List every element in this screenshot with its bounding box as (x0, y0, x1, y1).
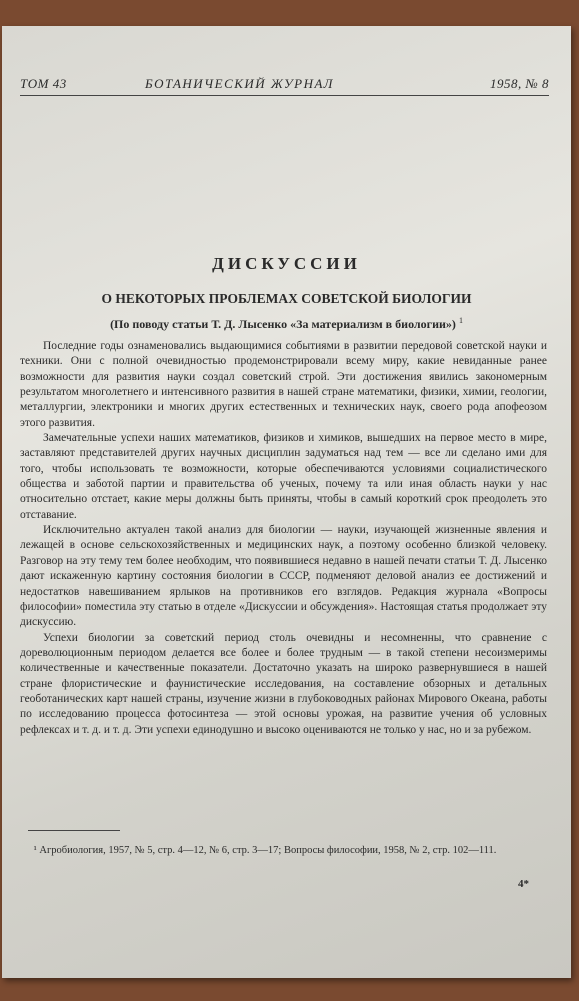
footnote (20, 844, 547, 858)
article-subtitle (12, 316, 561, 332)
section-heading: ДИСКУССИИ (212, 254, 361, 273)
article-title: О НЕКОТОРЫХ ПРОБЛЕМАХ СОВЕТСКОЙ БИОЛОГИИ (101, 291, 472, 306)
volume-number: ТОМ 43 (20, 76, 67, 91)
paragraph: Исключительно актуален такой анализ для биологии — науки, изучающей жизненные явления и лежащей в основе сельскохозяйственных и медицинских наук, а поэтому особенно близкой человеку. Разговор на эту тему тем более необходим, что появившиеся недавно в нашей печати статьи Т. Д. Лысенко дают искаженную картину состояния биологии в СССР, подменяют деловой анализ ее достижений и недостатков навешиванием ярлыков на противников его взглядов. Редакция журнала «Вопросы философии» поместила эту статью в отделе «Дискуссии и обсуждения». Настоящая статья продолжает эту дискуссию. (20, 524, 547, 629)
journal-page (2, 26, 571, 978)
article-subtitle-text: (По поводу статьи Т. Д. Лысенко «За материализм в биологии») (110, 317, 456, 331)
paragraph: Последние годы ознаменовались выдающимися событиями в развитии передовой советской науки и техники. Они с полной очевидностью продемонстрировали всему миру, какие невиданные ранее возможности для развития науки создал советский строй. Эти достижения явились закономерным результатом многолетнего и интенсивного развития в нашей стране математики, физики, химии, геологии, металлургии, электроники и многих других естественных и технических наук, своего рода апофеозом этого развития. (20, 340, 547, 429)
footnote-text: ¹ Агробиология, 1957, № 5, стр. 4—12, № 6, стр. 3—17; Вопросы философии, 1958, № 2, стр. 102—111. (33, 845, 497, 856)
running-header (20, 76, 549, 96)
journal-name: БОТАНИЧЕСКИЙ ЖУРНАЛ (145, 76, 334, 91)
footnote-divider (28, 830, 120, 831)
signature-mark: 4* (518, 878, 529, 890)
article-body (20, 339, 547, 738)
issue-number: 1958, № 8 (489, 76, 549, 91)
footnote-reference: 1 (458, 316, 463, 325)
paragraph: Успехи биологии за советский период столь очевидны и несомненны, что сравнение с дореволюционным периодом делается все более и более трудным — в такой степени несоизмеримы количественные и качественные показатели. Достаточно указать на широко развернувшиеся в нашей стране флористические и фаунистические исследования, на составление обзорных и детальных геоботанических карт нашей страны, изучение жизни в глубоководных районах Мирового Океана, работы по исследованию процесса фотосинтеза — этой основы урожая, на развитие учения об условных рефлексах и т. д. и т. д. Эти успехи единодушно и высоко оцениваются не только у нас, но и за рубежом. (20, 631, 547, 736)
paragraph: Замечательные успехи наших математиков, физиков и химиков, вышедших на первое место в мире, заставляют представителей других научных дисциплин задуматься над тем — все ли сделано ими для того, чтобы использовать те возможности, которые обеспечиваются условиями социалистического общества и заботой партии и правительства об ученых, почему та или иная область науки у нас относительно отстает, какие меры должны быть приняты, чтобы в самый короткий срок преодолеть это отставание. (20, 432, 547, 521)
